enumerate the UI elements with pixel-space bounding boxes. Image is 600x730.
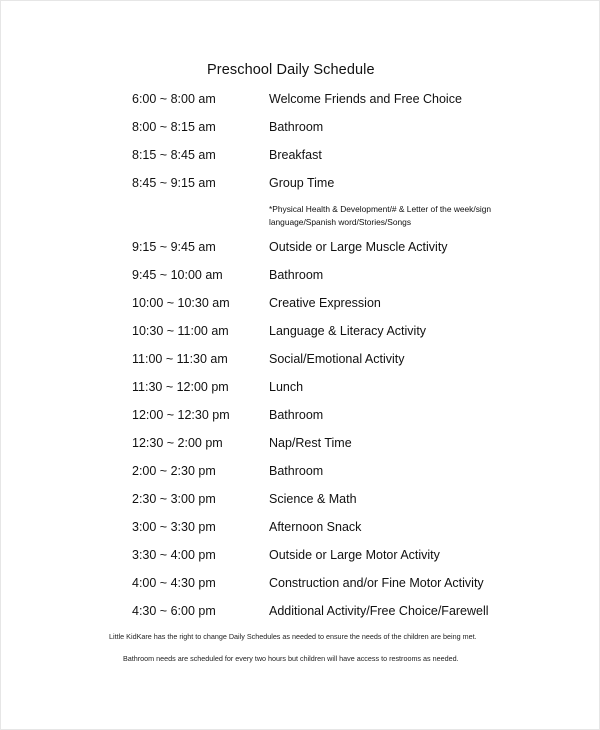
schedule-activity: Construction and/or Fine Motor Activity (269, 576, 484, 590)
schedule-activity: Nap/Rest Time (269, 436, 352, 450)
schedule-row (1, 408, 599, 426)
page-title: Preschool Daily Schedule (207, 62, 375, 78)
schedule-activity: Lunch (269, 380, 304, 394)
schedule-activity: Additional Activity/Free Choice/Farewell (269, 604, 489, 618)
schedule-row (1, 520, 599, 538)
schedule-row (1, 92, 599, 110)
schedule-time: 10:00 ~ 10:30 am (132, 296, 230, 310)
schedule-time: 10:30 ~ 11:00 am (132, 324, 229, 338)
schedule-activity: Bathroom (269, 464, 324, 478)
schedule-row (1, 436, 599, 454)
schedule-row (1, 604, 599, 622)
schedule-row (1, 464, 599, 482)
schedule-row (1, 176, 599, 194)
schedule-row (1, 148, 599, 166)
schedule-time: 4:00 ~ 4:30 pm (132, 576, 216, 590)
schedule-row (1, 268, 599, 286)
schedule-row (1, 576, 599, 594)
schedule-time: 8:00 ~ 8:15 am (132, 120, 216, 134)
schedule-row (1, 548, 599, 566)
schedule-activity: Outside or Large Muscle Activity (269, 240, 448, 254)
schedule-activity: Group Time (269, 176, 335, 190)
schedule-activity: Social/Emotional Activity (269, 352, 405, 366)
schedule-row (1, 492, 599, 510)
schedule-activity: Creative Expression (269, 296, 381, 310)
schedule-activity: Breakfast (269, 148, 322, 162)
schedule-time: 4:30 ~ 6:00 pm (132, 604, 216, 618)
schedule-activity: Outside or Large Motor Activity (269, 548, 440, 562)
footnote-schedule-change: Little KidKare has the right to change Daily Schedules as needed to ensure the needs of the children are being met. (109, 632, 477, 641)
group-time-note: *Physical Health & Development/# & Letter of the week/sign language/Spanish word/Stories/Songs (269, 204, 492, 227)
schedule-time: 11:00 ~ 11:30 am (132, 352, 228, 366)
schedule-row (1, 324, 599, 342)
schedule-row (1, 352, 599, 370)
schedule-time: 3:30 ~ 4:00 pm (132, 548, 216, 562)
schedule-activity: Afternoon Snack (269, 520, 362, 534)
schedule-time: 9:45 ~ 10:00 am (132, 268, 223, 282)
schedule-time: 8:45 ~ 9:15 am (132, 176, 216, 190)
schedule-activity: Science & Math (269, 492, 357, 506)
schedule-row (1, 296, 599, 314)
schedule-time: 2:00 ~ 2:30 pm (132, 464, 216, 478)
schedule-activity: Bathroom (269, 120, 324, 134)
schedule-activity: Bathroom (269, 408, 324, 422)
schedule-time: 2:30 ~ 3:00 pm (132, 492, 216, 506)
schedule-activity: Welcome Friends and Free Choice (269, 92, 462, 106)
footnote-bathroom-needs: Bathroom needs are scheduled for every two hours but children will have access to restrooms as needed. (123, 654, 459, 663)
schedule-row (1, 240, 599, 258)
schedule-time: 11:30 ~ 12:00 pm (132, 380, 229, 394)
schedule-time: 9:15 ~ 9:45 am (132, 240, 216, 254)
schedule-time: 12:00 ~ 12:30 pm (132, 408, 230, 422)
schedule-time: 8:15 ~ 8:45 am (132, 148, 216, 162)
schedule-activity: Bathroom (269, 268, 324, 282)
schedule-activity: Language & Literacy Activity (269, 324, 427, 338)
schedule-time: 3:00 ~ 3:30 pm (132, 520, 216, 534)
schedule-time: 6:00 ~ 8:00 am (132, 92, 216, 106)
schedule-row (1, 380, 599, 398)
schedule-row (1, 120, 599, 138)
schedule-time: 12:30 ~ 2:00 pm (132, 436, 223, 450)
